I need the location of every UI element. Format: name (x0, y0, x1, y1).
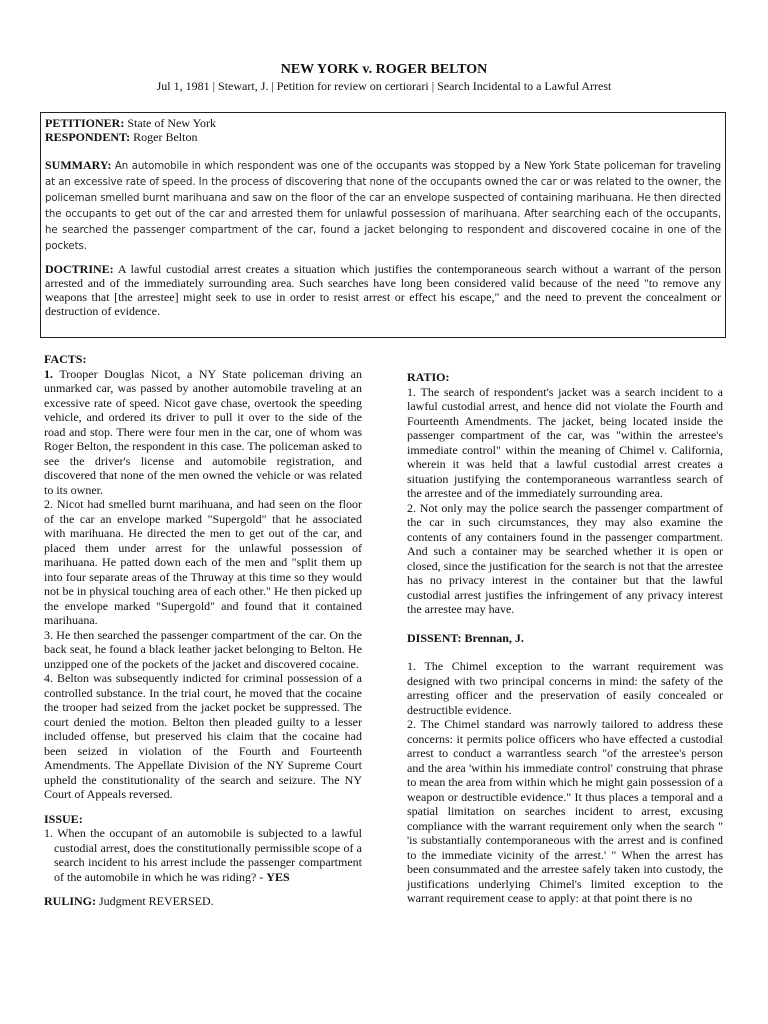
ruling-line (44, 894, 362, 909)
summary-text: An automobile in which respondent was one of the occupants was stopped by a New York State policeman for traveling at an excessive rate of speed. In the process of discovering that none of the occupants owned the car or was related to the owner, the policeman smelled burnt marihuana and saw on the floor of the car an envelope suspected of containing marihuana. He then directed the occupants to get out of the car and arrested them for unlawful possession of marihuana. After searching each of the occupants, he searched the passenger compartment of the car, found a jacket belonging to respondent and discovered cocaine in one of the pockets. (45, 161, 722, 252)
case-subtitle: Jul 1, 1981 | Stewart, J. | Petition for review on certiorari | Search Incidental to a Lawful Arrest (156, 79, 612, 93)
facts-p1-text: Trooper Douglas Nicot, a NY State policeman driving an unmarked car, was passed by another automobile traveling at an excessive rate of speed. Nicot gave chase, overtook the speeding vehicle, and ordered its driver to pull it over to the side of the road and stop. There were four men in the car, one of whom was Roger Belton, the respondent in this case. The policeman asked to see the driver's license and automobile registration, and discovered that none of the men owned the vehicle or was related to its owner. (44, 366, 362, 497)
ratio-paragraph-2: 2. Not only may the police search the passenger compartment of the car in such circumstances, they may also examine the contents of any containers found in the passenger compartment. And such a container may be searched whether it is open or closed, since the justification for the search is not that the arrestee has no privacy interest in the container but that the lawful custodial arrest justifies the infringement of any privacy interest the arrestee may have. (407, 500, 723, 616)
facts-paragraph-1 (44, 367, 362, 498)
ratio-paragraph-1: 1. The search of respondent's jacket was a search incident to a lawful custodial arrest, and hence did not violate the Fourth and Fourteenth Amendments. The jacket, being located inside the passenger compartment of the car, was "within the arrestee's immediate control" within the meaning of Chimel v. California, wherein it was held that a lawful custodial arrest creates a situation justifying the contemporaneous warrantless search of the arrestee and of the immediately surrounding area. (407, 384, 723, 500)
dissent-paragraph-1: 1. The Chimel exception to the warrant requirement was designed with two principal concerns in mind: the safety of the arresting officer and the preservation of easily concealed or destructible evidence. (407, 659, 723, 717)
facts-paragraph-2: 2. Nicot had smelled burnt marihuana, and had seen on the floor of the car an envelope marked "Supergold" that he associated with marihuana. He directed the men to get out of the car, and placed them under arrest for the unlawful possession of marihuana. He patted down each of the men and "split them up into four separate areas of the Thruway at this time so they would not be in physical touching area of each other." He then picked up the envelope marked "Supergold" and found that it contained marihuana. (44, 497, 362, 627)
issue-answer: YES (266, 869, 290, 884)
summary-label: SUMMARY: (45, 158, 112, 172)
facts-paragraph-4: 4. Belton was subsequently indicted for criminal possession of a controlled substance. In the trial court, he moved that the cocaine the trooper had seized from the jacket pocket be suppressed. The court denied the motion. Belton then pleaded guilty to a lesser included offense, but preserved his claim that the cocaine had been seized in violation of the Fourth and Fourteenth Amendments. The Appellate Division of the NY Supreme Court upheld the constitutionality of the search and seizure. The NY Court of Appeals reversed. (44, 671, 362, 801)
summary-paragraph (45, 158, 721, 254)
doctrine-text: A lawful custodial arrest creates a situation which justifies the contemporaneous search without a warrant of the person arrested and of the immediately surrounding area. Such searches have long been considered valid because of the need "to remove any weapons that [the arrestee] might seek to use in order to resist arrest or effect his escape," and the need to prevent the concealment or destruction of evidence. (45, 262, 721, 318)
doctrine-paragraph (45, 262, 721, 318)
issue-item (44, 826, 362, 884)
respondent-line (45, 130, 721, 144)
petitioner-value: State of New York (127, 116, 217, 130)
dissent-paragraph-2: 2. The Chimel standard was narrowly tailored to address these concerns: it permits police officers who have effected a custodial arrest to conduct a warrantless search "of the arrestee's person and the area 'within his immediate control' construing that phrase to mean the area from within which he might gain possession of a weapon or destructible evidence." It thus places a temporal and a spatial limitation on searches incident to arrest, excusing compliance with the warrant requirement only when the search " 'is substantially contemporaneous with the arrest and is confined to the immediate vicinity of the arrest.' " When the arrest has been consummated and the arrestee safely taken into custody, the justifications underlying Chimel's limited exception to the warrant requirement cease to apply: at that point there is no (407, 717, 723, 905)
ruling-text: Judgment REVERSED. (99, 894, 214, 908)
right-column (407, 370, 723, 906)
petitioner-line (45, 116, 721, 130)
respondent-label: RESPONDENT: (45, 130, 131, 144)
case-summary-box (40, 112, 726, 338)
issue-text: 1. When the occupant of an automobile is subjected to a lawful custodial arrest, does the constitutionally permissible scope of a search incident to his arrest include the passenger compartment of the automobile in which he was riding? - (44, 826, 362, 884)
dissent-heading: DISSENT: Brennan, J. (407, 630, 524, 645)
facts-paragraph-3: 3. He then searched the passenger compartment of the car. On the back seat, he found a black leather jacket belonging to Belton. He unzipped one of the pockets of the jacket and discovered cocaine. (44, 627, 362, 671)
facts-heading: FACTS: (44, 352, 87, 366)
ratio-heading: RATIO: (407, 370, 450, 384)
issue-heading: ISSUE: (44, 811, 83, 826)
left-column (44, 352, 362, 909)
doctrine-label: DOCTRINE: (45, 262, 114, 276)
respondent-value: Roger Belton (133, 130, 198, 144)
ruling-label: RULING: (44, 894, 97, 908)
petitioner-label: PETITIONER: (45, 116, 125, 130)
facts-p1-number: 1. (44, 366, 53, 381)
case-title: NEW YORK v. ROGER BELTON (280, 62, 488, 77)
